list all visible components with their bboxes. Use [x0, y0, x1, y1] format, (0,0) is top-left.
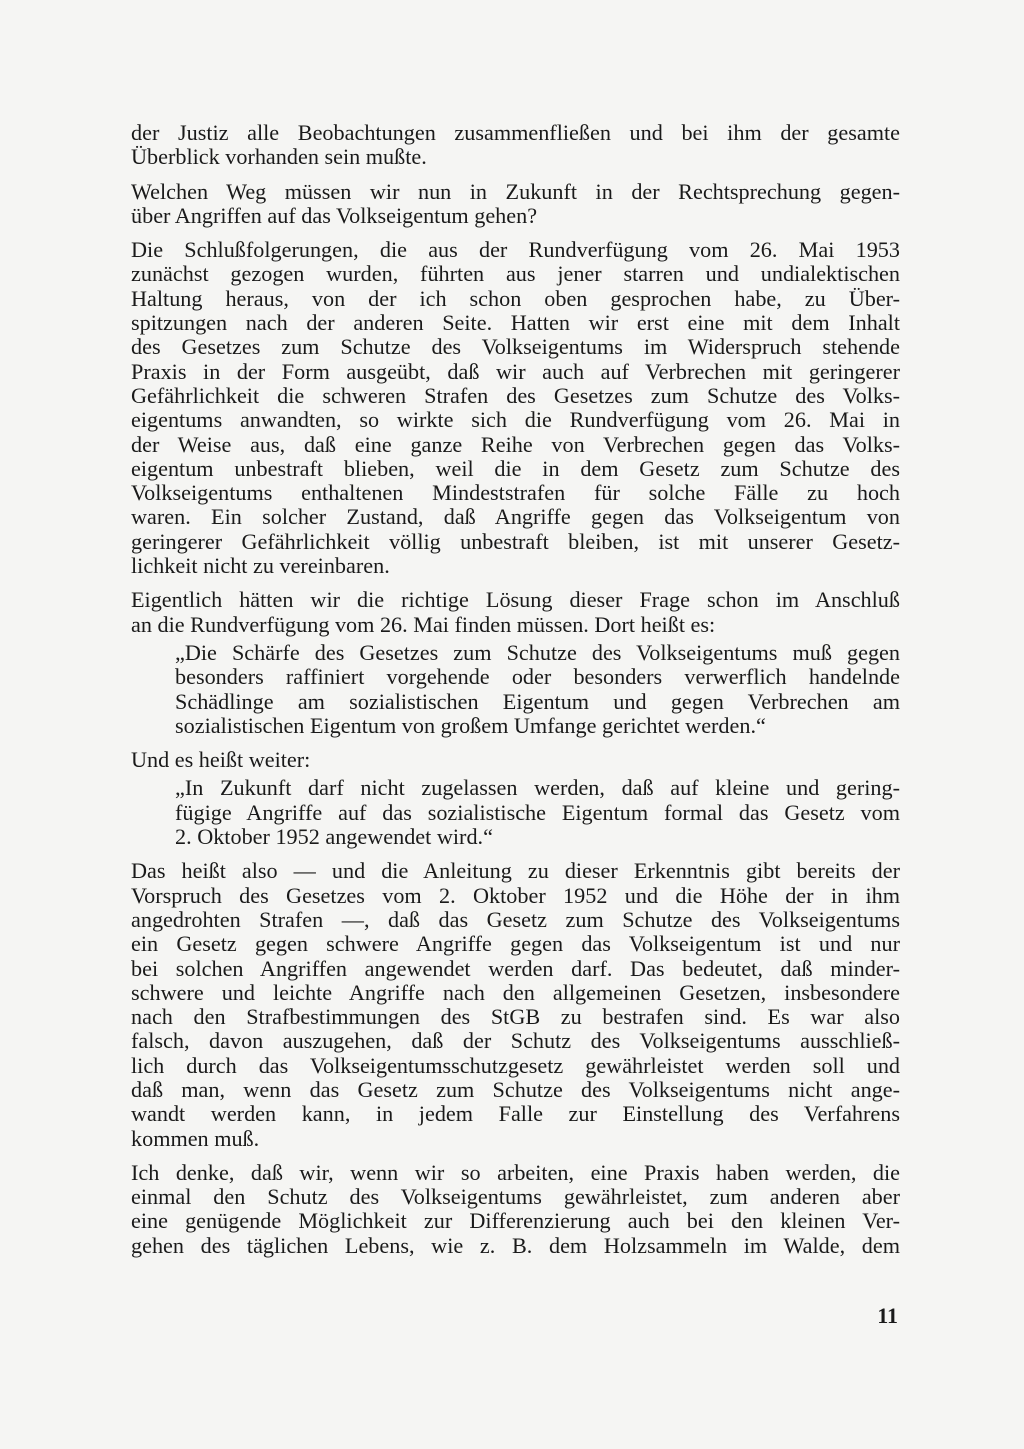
text-line: Schädlinge am sozialistischen Eigentum und gegen Verbrechen am [175, 688, 900, 714]
page-number: 11 [877, 1303, 898, 1328]
paragraph [131, 1161, 900, 1258]
text-line: daß man, wenn das Gesetz zum Schutze des Volkseigentums nicht ange- [131, 1076, 900, 1102]
text-line: Gefährlichkeit die schweren Strafen des Gesetzes zum Schutze des Volks- [131, 382, 900, 408]
text-line: fügige Angriffe auf das sozialistische Eigentum formal das Gesetz vom [175, 799, 900, 825]
page-body-text [131, 121, 900, 1258]
text-line: Praxis in der Form ausgeübt, daß wir auch auf Verbrechen mit geringerer [131, 358, 900, 384]
text-line: an die Rundverfügung vom 26. Mai finden müssen. Dort heißt es: [131, 611, 716, 637]
text-line: lichkeit nicht zu vereinbaren. [131, 553, 390, 579]
text-line: kommen muß. [131, 1125, 260, 1151]
text-line: eigentums anwandten, so wirkte sich die Rundverfügung vom 26. Mai in [131, 407, 900, 433]
text-line: „In Zukunft darf nicht zugelassen werden, daß auf kleine und gering- [175, 775, 900, 801]
text-line: gehen des täglichen Lebens, wie z. B. dem Holzsammeln im Walde, dem [131, 1232, 900, 1258]
text-line: eigentum unbestraft blieben, weil die in dem Gesetz zum Schutze des [131, 455, 900, 481]
text-line: zunächst gezogen wurden, führten aus jener starren und undialektischen [131, 261, 900, 287]
text-line: einmal den Schutz des Volkseigentums gewährleistet, zum anderen aber [131, 1184, 900, 1210]
text-line: über Angriffen auf das Volkseigentum gehen? [131, 202, 538, 228]
text-line: wandt werden kann, in jedem Falle zur Einstellung des Verfahrens [131, 1101, 900, 1127]
block-quote [175, 641, 900, 738]
paragraph [131, 238, 900, 578]
text-line: Volkseigentums enthaltenen Mindeststrafen für solche Fälle zu hoch [131, 480, 900, 506]
paragraph [131, 748, 900, 772]
text-line: „Die Schärfe des Gesetzes zum Schutze des Volkseigentums muß gegen [175, 639, 900, 665]
paragraph [131, 588, 900, 637]
text-line: der Justiz alle Beobachtungen zusammenfließen und bei ihm der gesamte [131, 120, 900, 145]
text-line: schwere und leichte Angriffe nach den allgemeinen Gesetzen, insbesondere [131, 979, 900, 1005]
text-line: der Weise aus, daß eine ganze Reihe von Verbrechen gegen das Volks- [131, 431, 900, 457]
paragraph [131, 121, 900, 170]
text-line: geringerer Gefährlichkeit völlig unbestraft bleiben, ist mit unserer Gesetz- [131, 528, 900, 554]
paragraph [131, 859, 900, 1151]
text-line: besonders raffiniert vorgehende oder besonders verwerflich handelnde [175, 664, 900, 690]
text-line: bei solchen Angriffen angewendet werden darf. Das bedeutet, daß minder- [131, 955, 900, 981]
text-line: Vorspruch des Gesetzes vom 2. Oktober 1952 und die Höhe der in ihm [131, 882, 900, 908]
text-line: spitzungen nach der anderen Seite. Hatten wir erst eine mit dem Inhalt [131, 310, 900, 336]
text-line: nach den Strafbestimmungen des StGB zu bestrafen sind. Es war also [131, 1004, 900, 1030]
text-line: Überblick vorhanden sein mußte. [131, 144, 427, 170]
text-line: Welchen Weg müssen wir nun in Zukunft in der Rechtsprechung gegen- [131, 178, 900, 204]
text-line: Das heißt also — und die Anleitung zu dieser Erkenntnis gibt bereits der [131, 858, 900, 884]
text-line: waren. Ein solcher Zustand, daß Angriffe gegen das Volkseigentum von [131, 504, 900, 530]
paragraph [131, 180, 900, 229]
text-line: eine genügende Möglichkeit zur Differenzierung auch bei den kleinen Ver- [131, 1208, 900, 1234]
text-line: 2. Oktober 1952 angewendet wird.“ [175, 824, 493, 850]
text-line: Ich denke, daß wir, wenn wir so arbeiten, eine Praxis haben werden, die [131, 1159, 900, 1185]
text-line: sozialistischen Eigentum von großem Umfange gerichtet werden.“ [175, 712, 766, 738]
text-line: Die Schlußfolgerungen, die aus der Rundverfügung vom 26. Mai 1953 [131, 237, 900, 263]
text-line: ein Gesetz gegen schwere Angriffe gegen das Volkseigentum ist und nur [131, 931, 900, 957]
text-line: falsch, davon auszugehen, daß der Schutz des Volkseigentums ausschließ- [131, 1028, 900, 1054]
text-line: des Gesetzes zum Schutze des Volkseigentums im Widerspruch stehende [131, 334, 900, 360]
block-quote [175, 776, 900, 849]
text-line: lich durch das Volkseigentumsschutzgesetz gewährleistet werden soll und [131, 1052, 900, 1078]
text-line: Und es heißt weiter: [131, 747, 311, 773]
text-line: Eigentlich hätten wir die richtige Lösung dieser Frage schon im Anschluß [131, 587, 900, 613]
text-line: Haltung heraus, von der ich schon oben gesprochen habe, zu Über- [131, 285, 900, 311]
text-line: angedrohten Strafen —, daß das Gesetz zum Schutze des Volkseigentums [131, 906, 900, 932]
